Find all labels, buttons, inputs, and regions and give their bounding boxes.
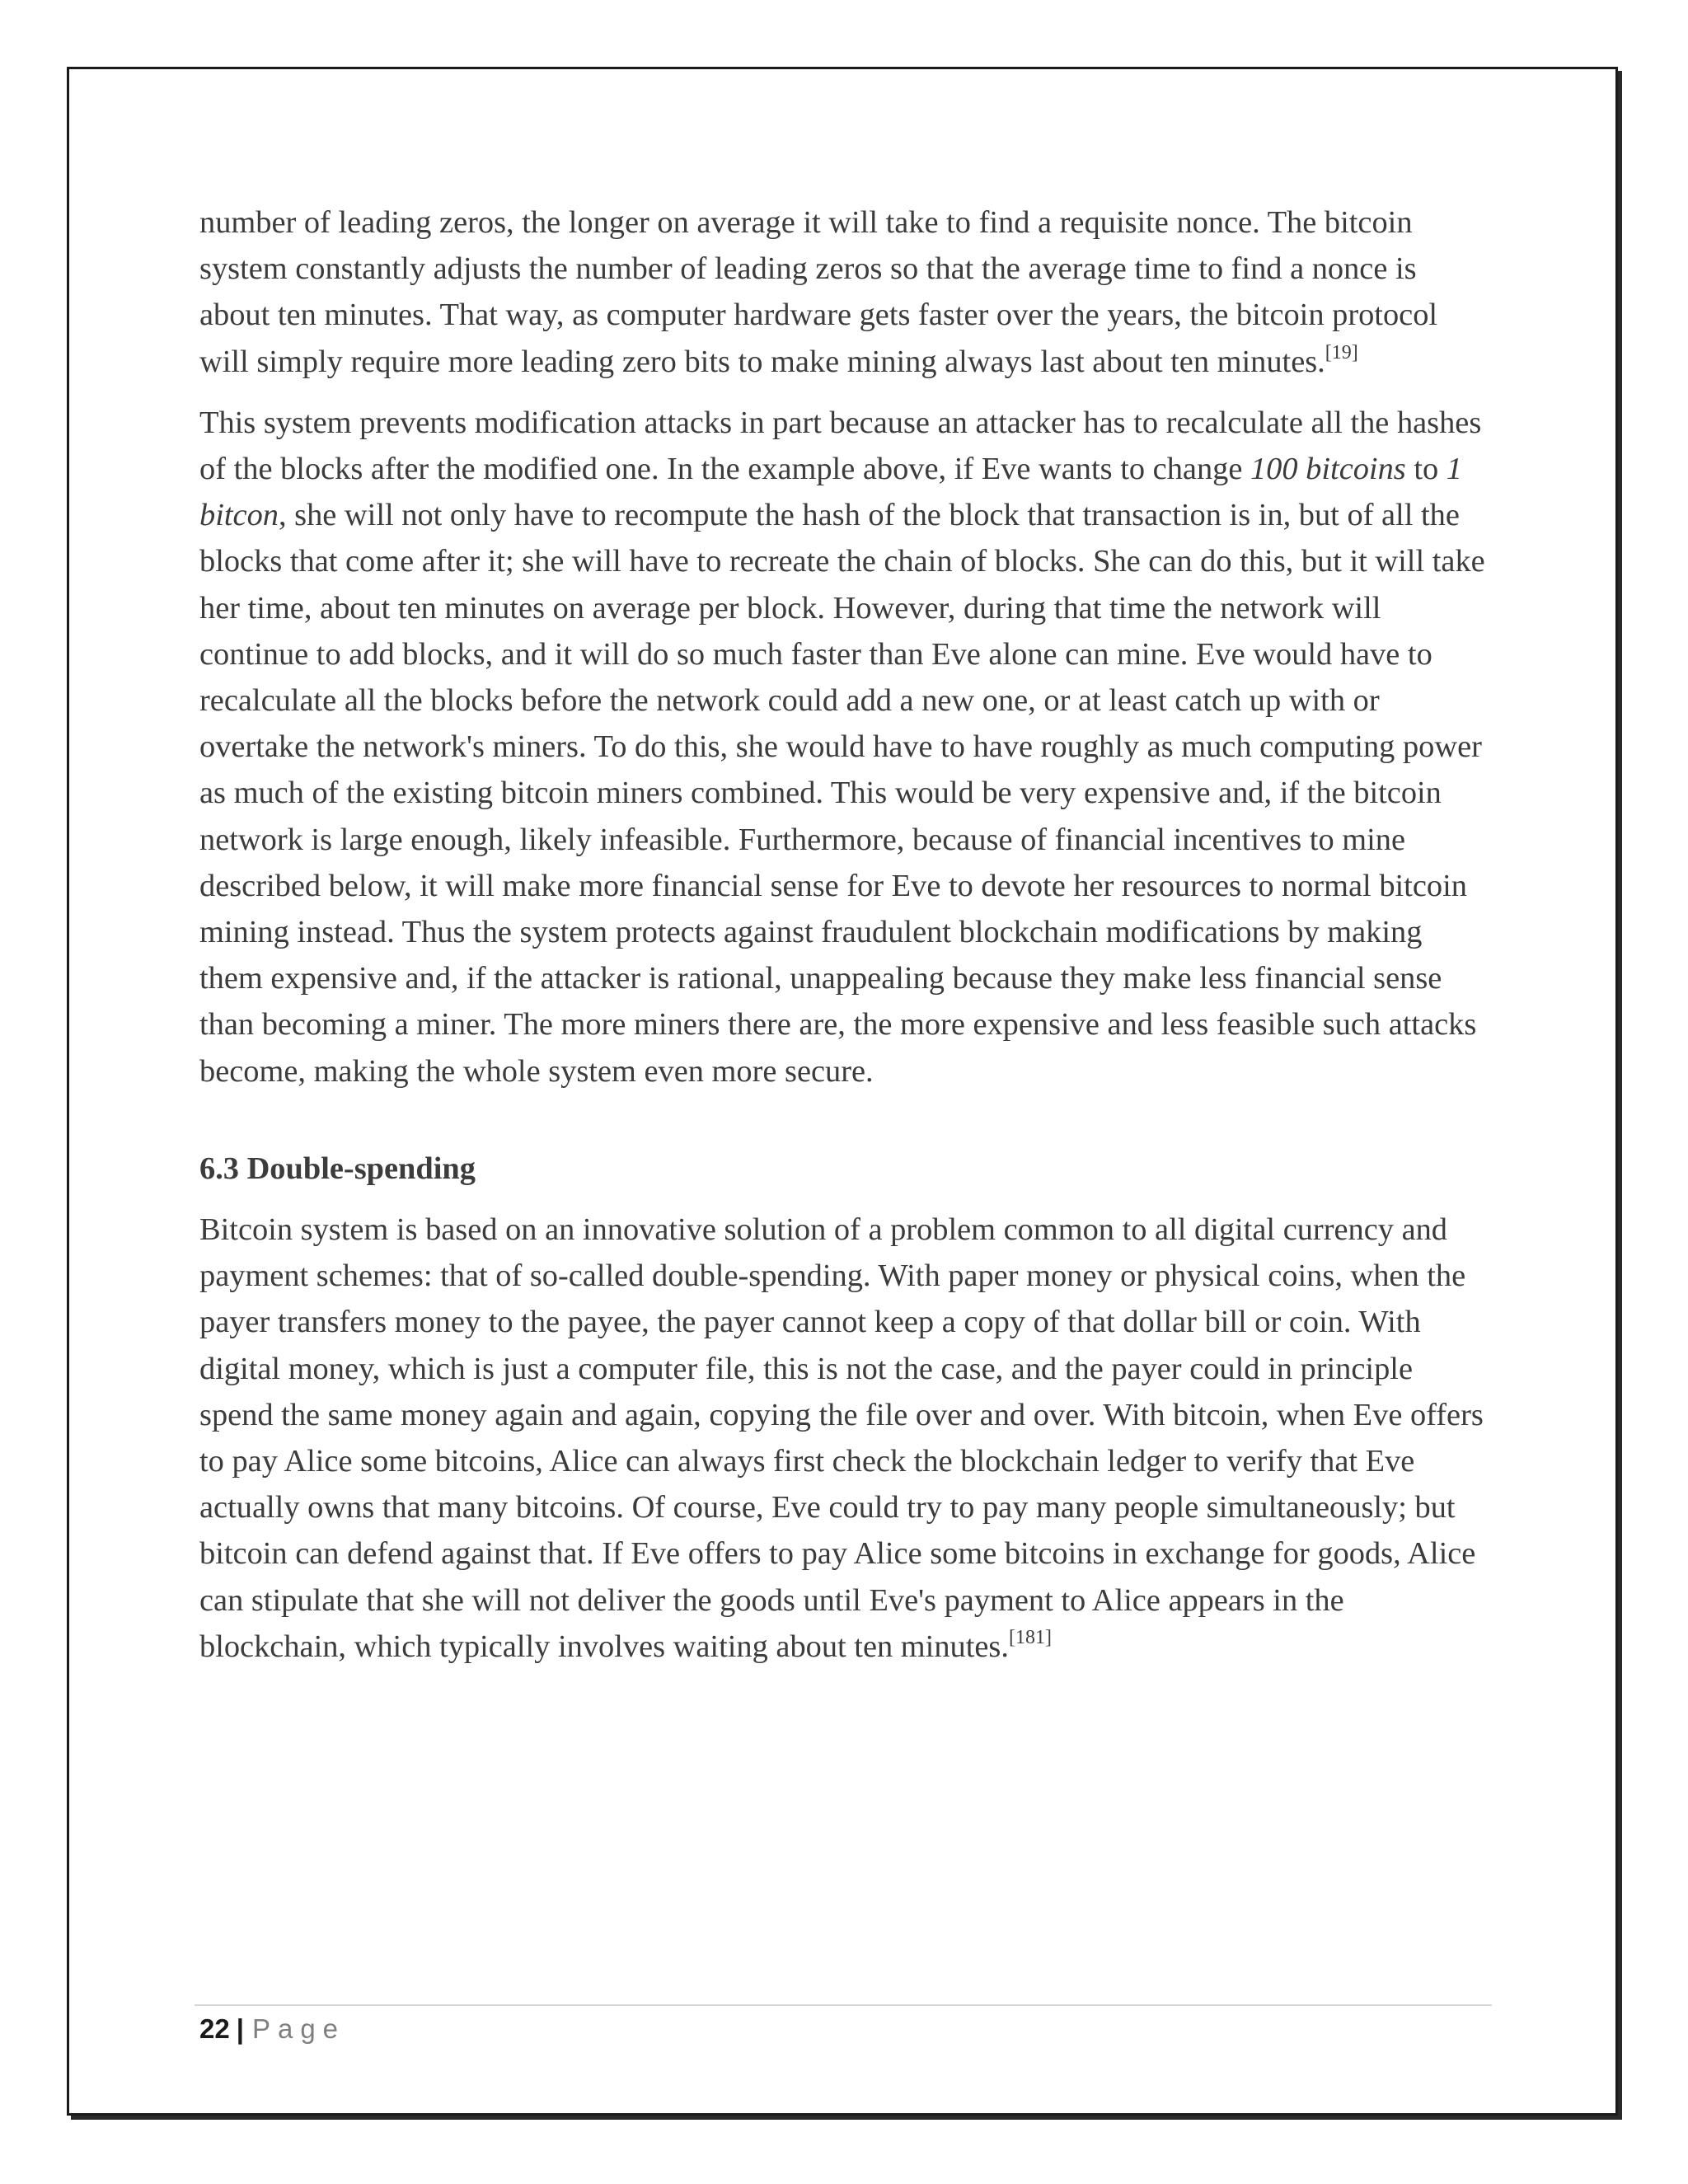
paragraph-text: Bitcoin system is based on an innovative solution of a problem common to all digital currency and payment schemes: that of so-called double-spending. With paper money or physical coins, when the payer transfers money to the payee, the payer cannot keep a copy of that dollar bill or coin. With digital money, which is just a computer file, this is not the case, and the payer could in principle spend the same money again and again, copying the file over and over. With bitcoin, when Eve offers to pay Alice some bitcoins, Alice can always first check the blockchain ledger to verify that Eve actually owns that many bitcoins. Of course, Eve could try to pay many people simultaneously; but bitcoin can defend against that. If Eve offers to pay Alice some bitcoins in exchange for goods, Alice can stipulate that she will not deliver the goods until Eve's payment to Alice appears in the blockchain, which typically involves waiting about ten minutes. (199, 1212, 1484, 1664)
paragraph-text: This system prevents modification attacks in part because an attacker has to recalculate all the hashes of the blocks after the modified one. In the example above, if Eve wants to change (199, 405, 1482, 487)
footer-separator: | (236, 2013, 244, 2044)
citation-link[interactable]: [181] (1008, 1626, 1052, 1648)
paragraph-text: , she will not only have to recompute the hash of the block that transaction is in, but of all the blocks that come after it; she will have to recreate the chain of blocks. She can do this, but it will take her time, about ten minutes on average per block. However, during that time the network will continue to add blocks, and it will do so much faster than Eve alone can mine. Eve would have to recalculate all the blocks before the network could add a new one, or at least catch up with or overtake the network's miners. To do this, she would have to have roughly as much computing power as much of the existing bitcoin miners combined. This would be very expensive and, if the bitcoin network is large enough, likely infeasible. Furthermore, because of financial incentives to mine described below, it will make more financial sense for Eve to devote her resources to normal bitcoin mining instead. Thus the system protects against fraudulent blockchain modifications by making them expensive and, if the attacker is rational, unappealing because they make less financial sense than becoming a miner. The more miners there are, the more expensive and less feasible such attacks become, making the whole system even more secure. (199, 498, 1485, 1089)
paragraph (199, 400, 1485, 1094)
paragraph (199, 1207, 1485, 1670)
citation-link[interactable]: [19] (1325, 341, 1358, 363)
page-number: 22 (199, 2013, 230, 2044)
document-body (199, 199, 1485, 1670)
section-heading: 6.3 Double-spending (199, 1151, 476, 1186)
paragraph-text: to (1405, 452, 1447, 487)
italic-text: 100 bitcoins (1250, 452, 1406, 487)
italic-text: 1 bitcon (199, 452, 1462, 533)
footer-divider (195, 2004, 1492, 2006)
page-label: Page (251, 2013, 346, 2044)
paragraph-text: number of leading zeros, the longer on average it will take to find a requisite nonce. The bitcoin system constantly adjusts the number of leading zeros so that the average time to find a nonce is about ten minutes. That way, as computer hardware gets faster over the years, the bitcoin protocol will simply require more leading zero bits to make mining always last about ten minutes. (199, 205, 1438, 379)
page-footer (199, 2009, 345, 2049)
paragraph (199, 199, 1485, 385)
